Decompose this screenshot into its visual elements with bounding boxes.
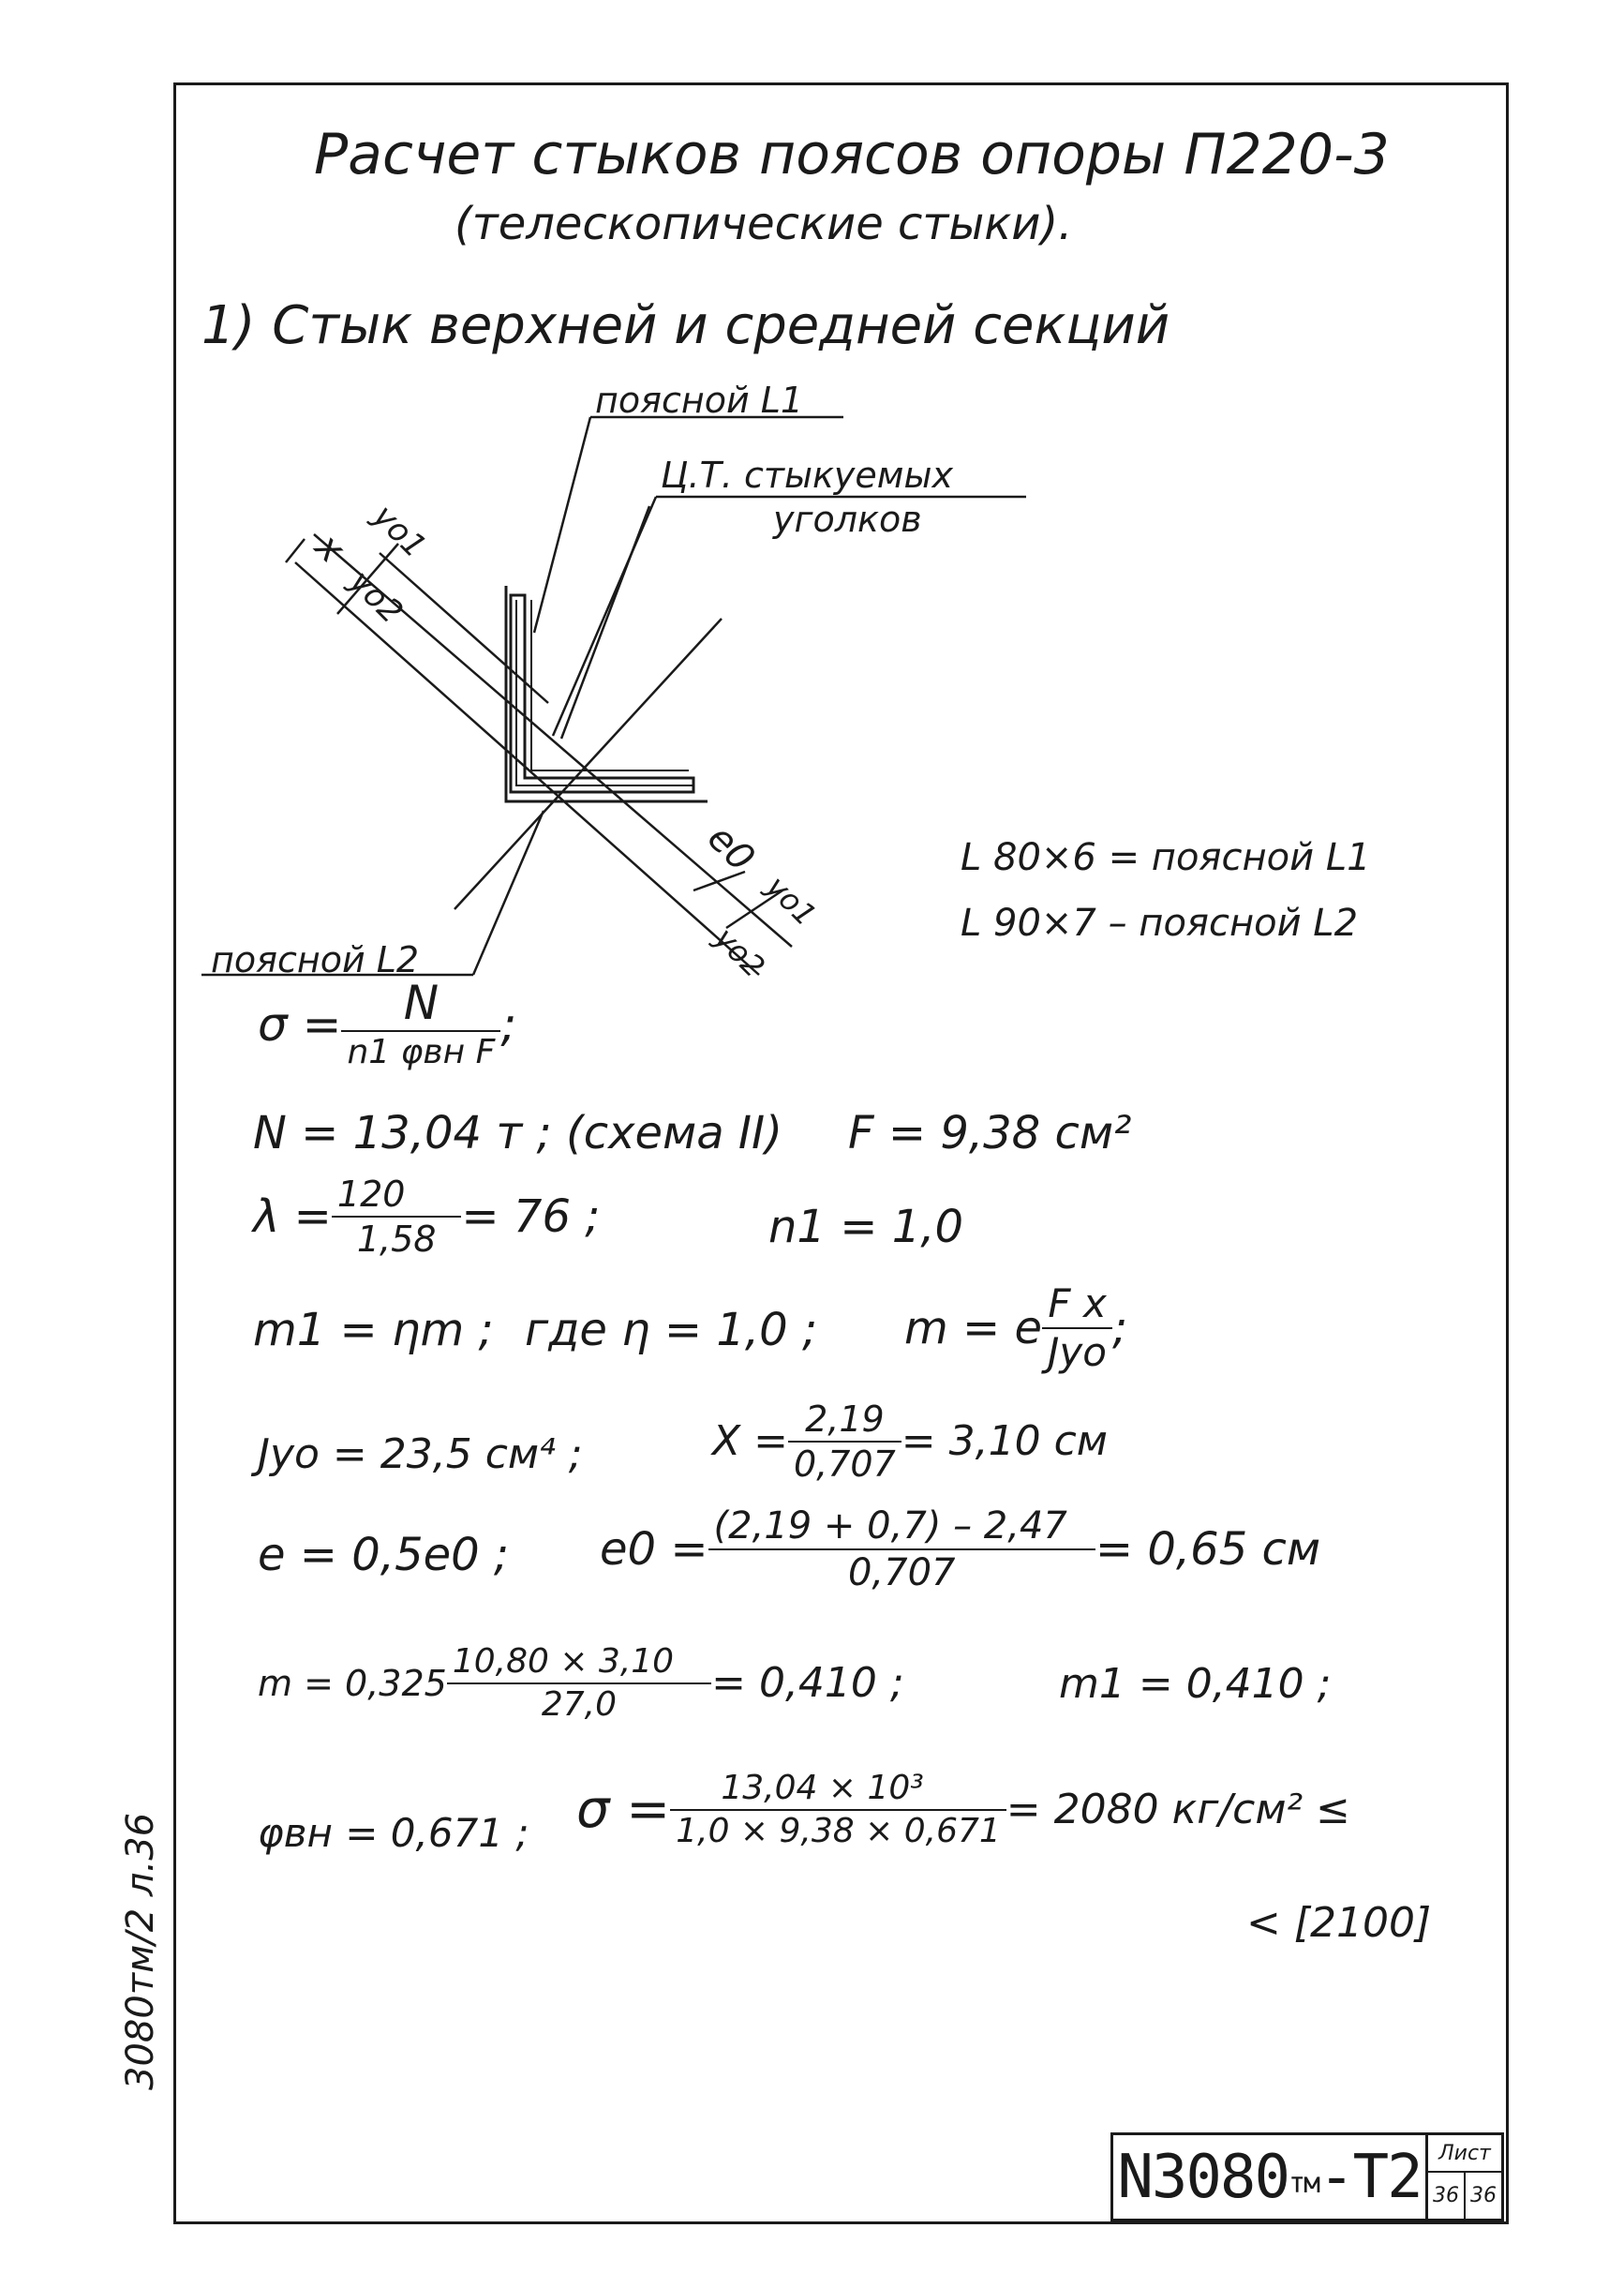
- formula-allowable: < [2100]: [1246, 1899, 1432, 1947]
- x-fraction: [788, 1398, 901, 1485]
- page-subtitle: (телескопические стыки).: [454, 198, 1073, 250]
- sheet-box: [1428, 2135, 1501, 2219]
- formula-n: N = 13,04 т ; (схема II): [253, 1107, 782, 1159]
- profile-l2: L 90×7 – поясной L2: [961, 902, 1359, 945]
- label-yo1-bottom: yo1: [759, 868, 824, 934]
- formula-m-calc: [258, 1642, 904, 1724]
- formula-phi: φвн = 0,671 ;: [258, 1810, 529, 1856]
- e0-num: (2,19 + 0,7) – 2,47: [708, 1507, 1095, 1550]
- sigma-end: ;: [500, 997, 517, 1052]
- sigma2-res: = 2080 кг/см² ≤: [1006, 1786, 1351, 1833]
- formula-x: [712, 1398, 1108, 1485]
- stamp-code: [1113, 2135, 1428, 2219]
- formula-sigma: [258, 976, 517, 1071]
- axis-yo2: [295, 562, 763, 975]
- sheet-total: 36: [1464, 2173, 1501, 2219]
- e0-fraction: [708, 1504, 1095, 1594]
- mcalc-den: 27,0: [541, 1685, 618, 1724]
- x-den: 0,707: [794, 1443, 896, 1485]
- page-title: Расчет стыков поясов опоры П220-3: [314, 122, 1390, 187]
- sigma-num: N: [341, 980, 500, 1032]
- label-l1: поясной L1: [595, 380, 804, 421]
- label-yo2-top: yo2: [342, 562, 410, 632]
- formula-m: [904, 1280, 1128, 1375]
- stamp-code-small: тм: [1288, 2167, 1319, 2200]
- x-lhs: X =: [712, 1417, 788, 1465]
- axis-centroid: [380, 553, 548, 703]
- e0-lhs: e0 =: [600, 1523, 708, 1576]
- mcalc-res: = 0,410 ;: [711, 1659, 904, 1707]
- title-stamp: [1110, 2132, 1504, 2221]
- label-yo2-bottom: yo2: [708, 920, 772, 985]
- e0-den: 0,707: [847, 1551, 956, 1594]
- mcalc-num: 10,80 × 3,10: [447, 1645, 711, 1684]
- sigma-fraction: [341, 976, 500, 1071]
- formula-f: F = 9,38 см²: [848, 1107, 1132, 1159]
- label-centroid-2: уголков: [773, 499, 922, 540]
- lambda-den: 1,58: [356, 1219, 437, 1260]
- margin-note: 3080тм/2 л.36: [119, 1812, 162, 2090]
- formula-m1-result: m1 = 0,410 ;: [1059, 1660, 1332, 1708]
- m-den: Jyo: [1048, 1329, 1107, 1375]
- m-lhs: m = e: [904, 1302, 1043, 1354]
- formula-e: e = 0,5e0 ;: [258, 1529, 510, 1581]
- m-fraction: [1042, 1280, 1112, 1375]
- label-yo1-top: yo1: [365, 497, 434, 566]
- sigma2-den: 1,0 × 9,38 × 0,671: [676, 1812, 1001, 1850]
- formula-m1: m1 = ηm ;: [253, 1304, 494, 1356]
- m-num: F x: [1042, 1284, 1112, 1329]
- formula-e0: [600, 1504, 1321, 1594]
- mcalc-lhs: m = 0,325: [258, 1663, 447, 1704]
- mcalc-fraction: [447, 1642, 711, 1724]
- lambda-num: 120: [332, 1176, 462, 1218]
- leader-l1: [534, 417, 590, 633]
- formula-lambda: [253, 1174, 601, 1260]
- sigma2-fraction: [670, 1769, 1006, 1850]
- label-centroid-1: Ц.Т. стыкуемых: [661, 455, 953, 496]
- stamp-code-main: N3080: [1117, 2142, 1289, 2212]
- formula-jyo: Jyo = 23,5 см⁴ ;: [258, 1430, 583, 1478]
- label-l2: поясной L2: [211, 939, 420, 980]
- sigma2-lhs: σ =: [576, 1779, 671, 1840]
- formula-eta: где η = 1,0 ;: [525, 1304, 818, 1356]
- stamp-code-suffix: -Т2: [1319, 2142, 1422, 2212]
- lambda-fraction: [332, 1174, 462, 1260]
- formula-n1: n1 = 1,0: [768, 1201, 964, 1253]
- profile-l1: L 80×6 = поясной L1: [961, 836, 1371, 879]
- section-heading: 1) Стык верхней и средней секций: [201, 295, 1170, 356]
- axis-perpendicular: [454, 619, 722, 909]
- formula-sigma-calc: [576, 1769, 1351, 1850]
- x-res: = 3,10 см: [901, 1417, 1108, 1465]
- e0-res: = 0,65 см: [1095, 1523, 1321, 1576]
- leader-l2: [473, 811, 544, 975]
- sigma2-num: 13,04 × 10³: [670, 1772, 1006, 1811]
- lambda-lhs: λ =: [253, 1190, 332, 1243]
- sigma-den: n1 φвн F: [347, 1033, 496, 1071]
- label-e0: e0: [699, 816, 763, 880]
- sheet-num: 36: [1433, 2184, 1459, 2207]
- sigma-lhs: σ =: [258, 997, 342, 1052]
- m-end: ;: [1111, 1302, 1128, 1354]
- sheet-numbers: [1428, 2173, 1501, 2219]
- lambda-res: = 76 ;: [461, 1190, 601, 1243]
- x-num: 2,19: [788, 1401, 901, 1443]
- label-x: x: [306, 525, 353, 572]
- sheet-label: Лист: [1428, 2135, 1501, 2173]
